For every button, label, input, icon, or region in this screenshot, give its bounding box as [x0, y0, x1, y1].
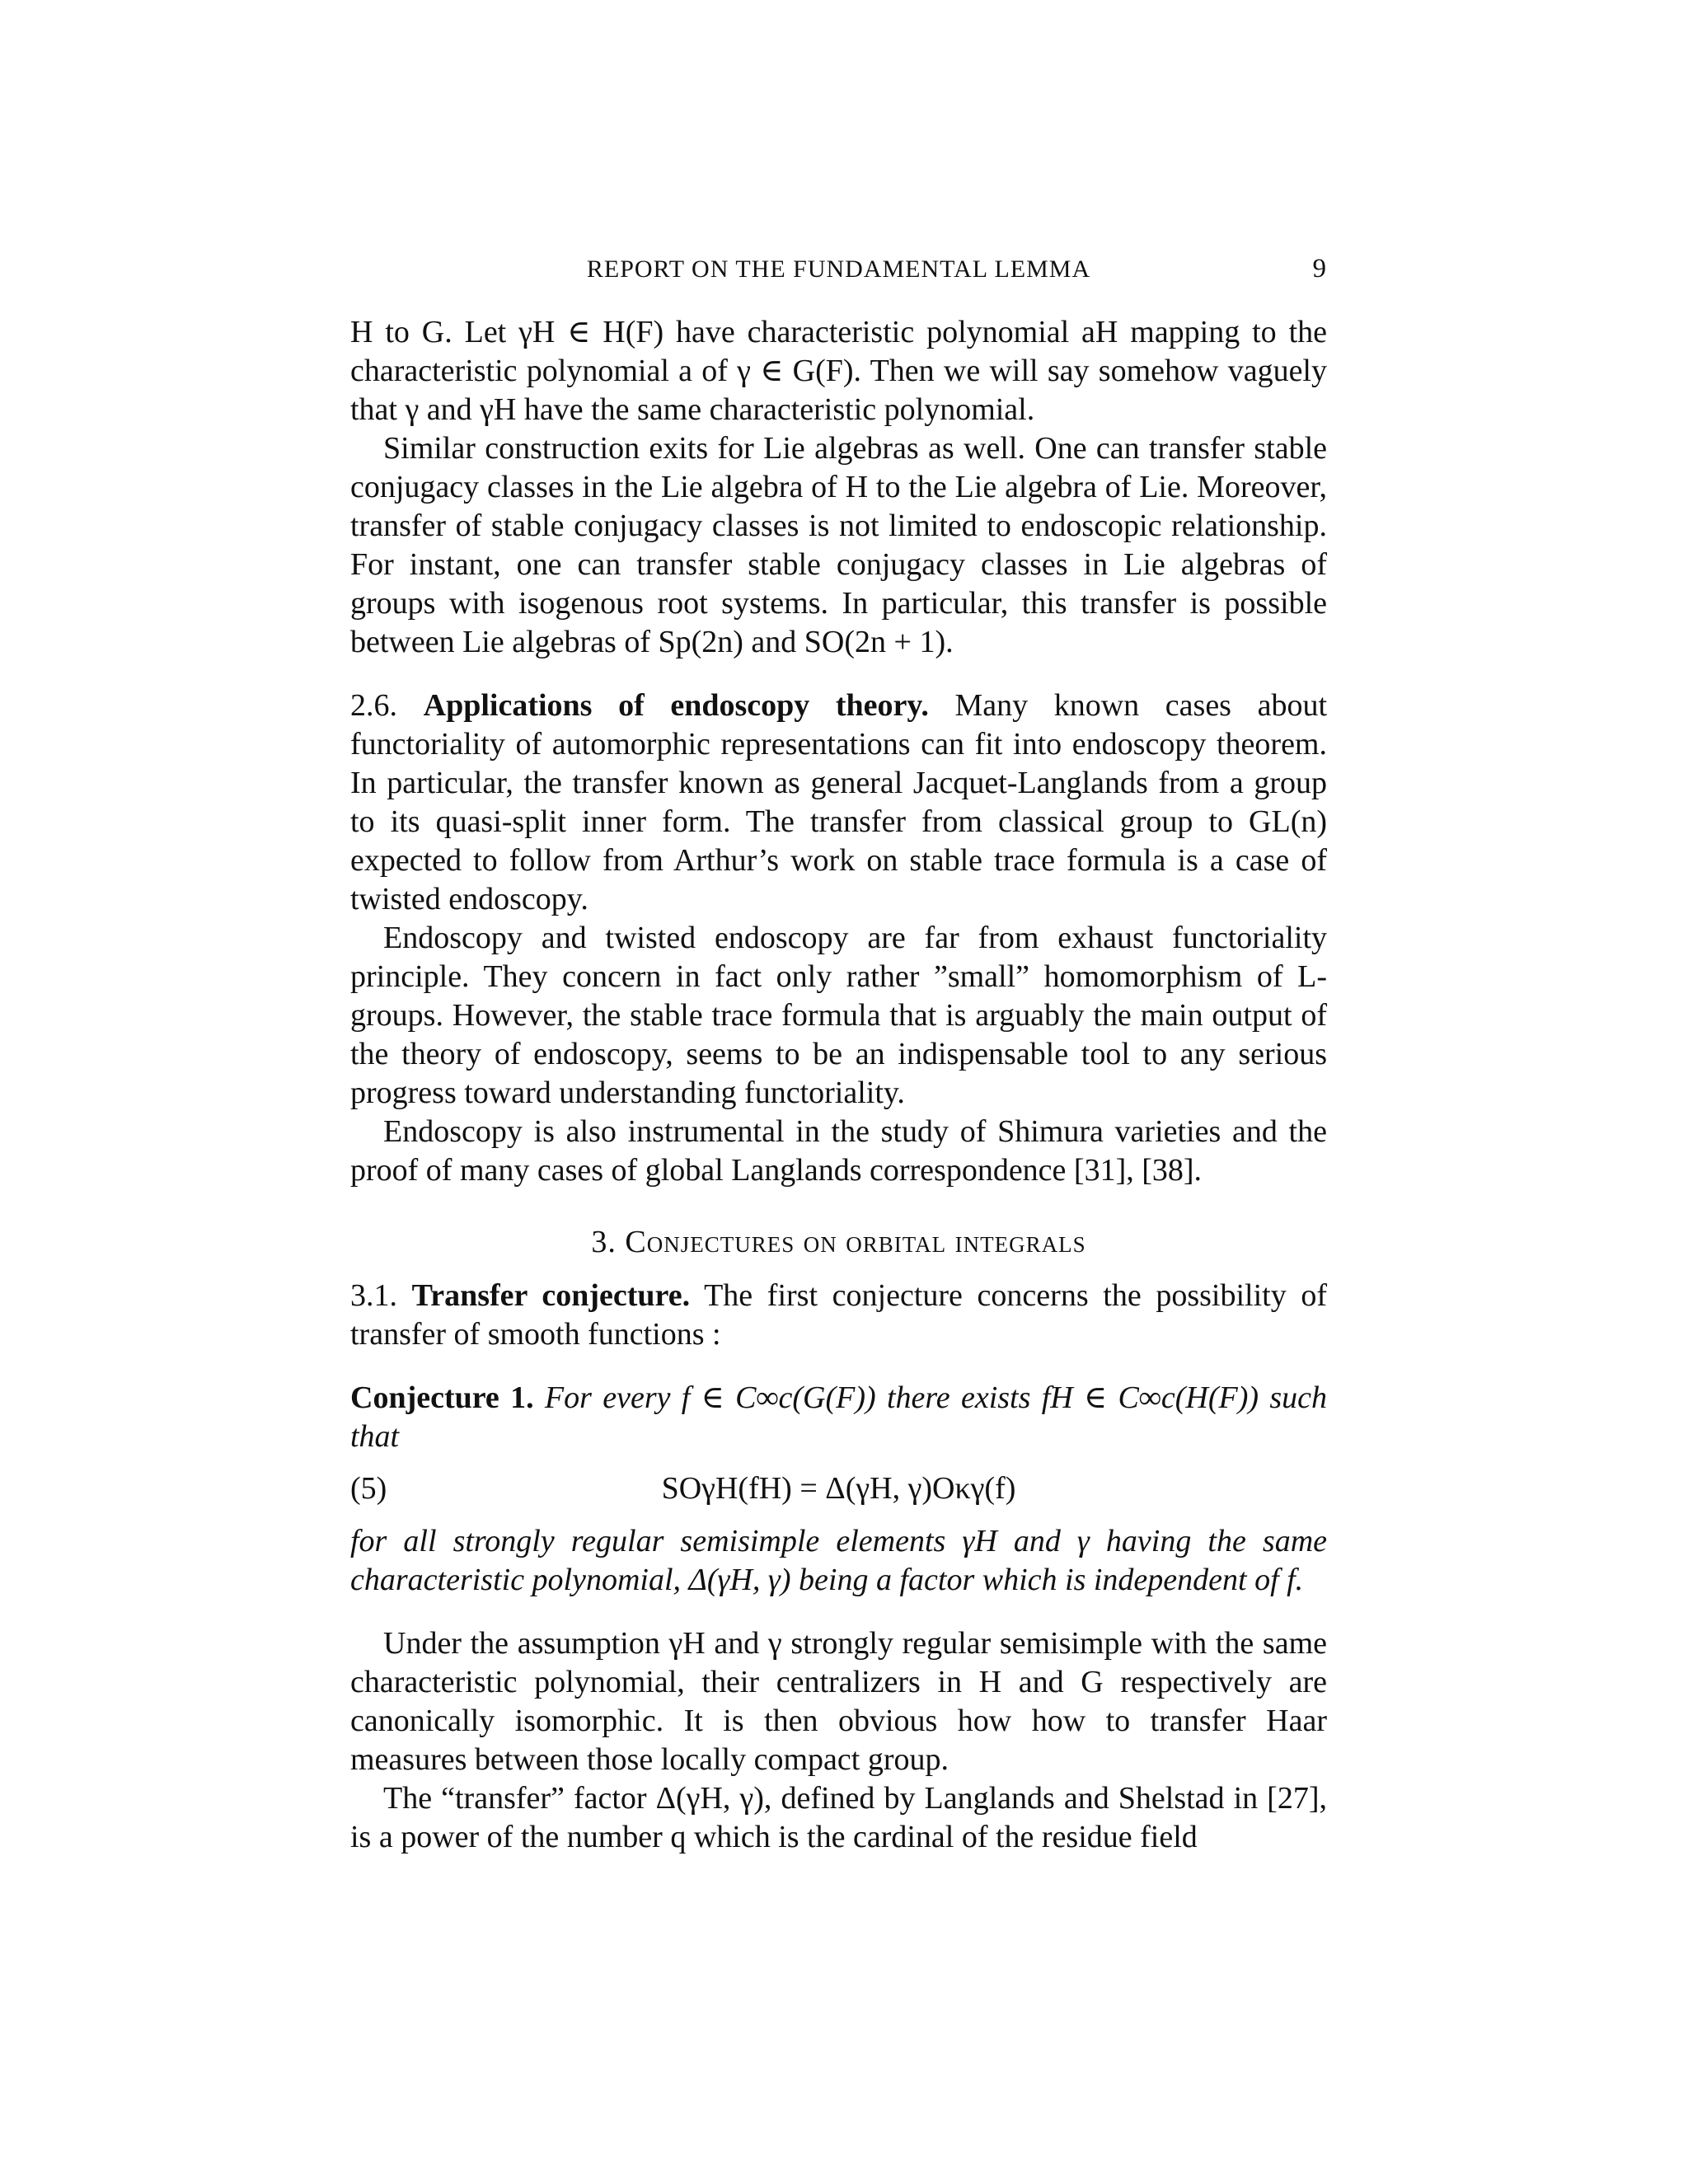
subsection-number: 3.1. — [350, 1278, 397, 1313]
body-text — [350, 313, 1327, 1857]
paragraph-lie-algebras: Similar construction exits for Lie algebras as well. One can transfer stable conjugacy classes in the Lie algebra of H to the Lie algebra of Lie. Moreover, transfer of stable conjugacy classes is not limited to endoscopic relationship. For instant, one can transfer stable conjugacy classes in Lie algebras of groups with isogenous root systems. In particular, this transfer is possible between Lie algebras of Sp(2n) and SO(2n + 1). — [350, 431, 1327, 659]
subsection-title: Transfer conjecture. — [411, 1278, 691, 1313]
paragraph-twisted-endoscopy: Endoscopy and twisted endoscopy are far from exhaust functoriality principle. They concern in fact only rather ”small” homomorphism of L-groups. However, the stable trace formula that is arguably the main output of the theory of endoscopy, seems to be an indispensable tool to any serious progress toward understanding functoriality. — [350, 921, 1327, 1110]
subsection-2-6 — [350, 687, 1327, 919]
subsection-title: Applications of endoscopy theory. — [423, 688, 929, 723]
paragraph-transfer-factor: The “transfer” factor Δ(γH, γ), defined by Langlands and Shelstad in [27], is a power of the number q which is the cardinal of the residue field — [350, 1781, 1327, 1854]
equation-5 — [350, 1466, 1327, 1516]
subsection-text: The first conjecture concerns the possibility of transfer of smooth functions : — [350, 1278, 1328, 1352]
conjecture-continuation: for all strongly regular semisimple elements γH and γ having the same characteristic polynomial, Δ(γH, γ) being a factor which is independent of f. — [350, 1524, 1327, 1597]
paragraph-continuation: H to G. Let γH ∈ H(F) have characteristic polynomial aH mapping to the characteristic polynomial a of γ ∈ G(F). Then we will say somehow vaguely that γ and γH have the same characteristic polynomial. — [350, 315, 1327, 427]
paragraph-centralizers: Under the assumption γH and γ strongly regular semisimple with the same characteristic polynomial, their centralizers in H and G respectively are canonically isomorphic. It is then obvious how how to transfer Haar measures between those locally compact group. — [350, 1626, 1327, 1777]
running-title: REPORT ON THE FUNDAMENTAL LEMMA — [586, 255, 1091, 283]
subsection-text: Many known cases about functoriality of automorphic representations can fit into endoscopy theorem. In particular, the transfer known as general Jacquet-Langlands from a group to its quasi-split inner form. The transfer from classical group to GL(n) expected to follow from Arthur’s work on stable trace formula is a case of twisted endoscopy. — [350, 688, 1328, 916]
section-3-heading: 3. Conjectures on orbital integrals — [591, 1225, 1086, 1259]
subsection-3-1 — [350, 1277, 1327, 1354]
conjecture-label: Conjecture 1. — [350, 1380, 534, 1415]
equation-body: SOγH(fH) = Δ(γH, γ)Oκγ(f) — [661, 1471, 1016, 1506]
paragraph-shimura: Endoscopy is also instrumental in the study of Shimura varieties and the proof of many cases of global Langlands correspondence [31], [38]. — [350, 1114, 1327, 1188]
page-number: 9 — [1312, 254, 1327, 284]
conjecture-1 — [350, 1379, 1327, 1456]
conjecture-statement: For every f ∈ C∞c(G(F)) there exists fH ∈ C∞c(H(F)) such that — [350, 1380, 1327, 1454]
equation-number: (5) — [350, 1471, 387, 1506]
subsection-number: 2.6. — [350, 688, 397, 723]
